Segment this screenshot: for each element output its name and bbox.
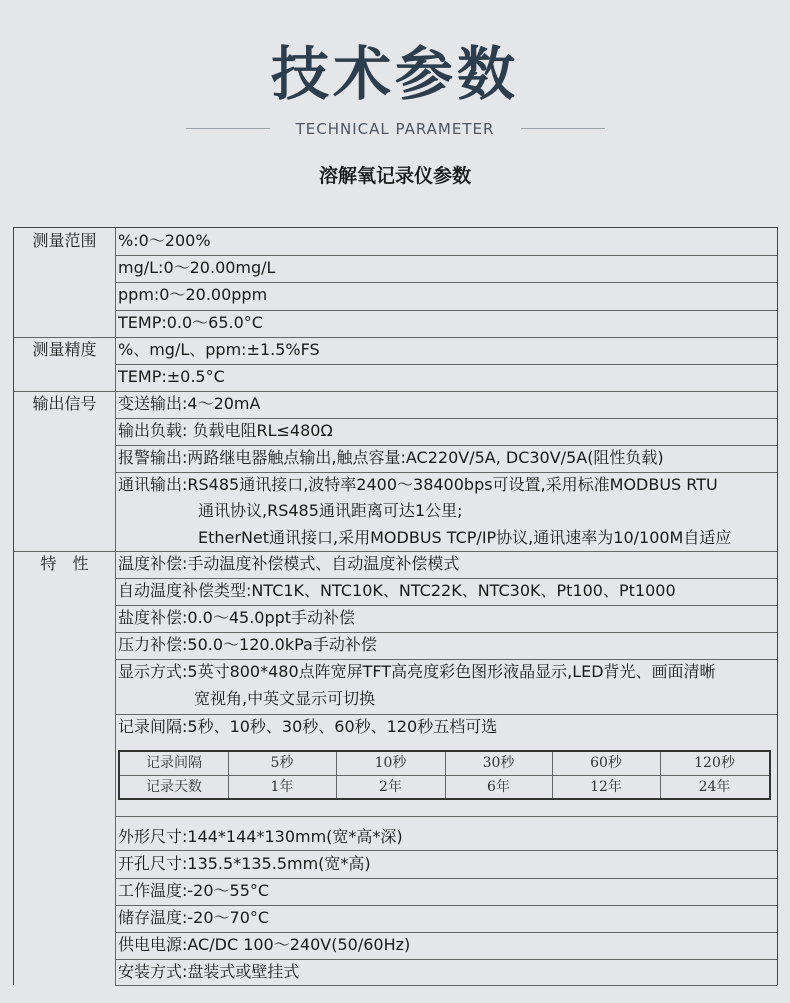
spec-row-continued: EtherNet通讯接口,采用MODBUS TCP/IP协议,通讯速率为10/100M自适应	[198, 528, 732, 547]
spec-table	[13, 227, 778, 985]
record-col-divider	[336, 752, 337, 798]
spec-row: mg/L:0～20.00mg/L	[118, 258, 276, 277]
spec-row: 记录间隔:5秒、10秒、30秒、60秒、120秒五档可选	[118, 717, 498, 736]
spec-row: 安装方式:盘装式或壁挂式	[118, 962, 300, 981]
page-subtitle: TECHNICAL PARAMETER	[295, 120, 495, 138]
category-output: 输出信号	[32, 394, 97, 413]
record-table	[118, 750, 771, 800]
page-title: 技术参数	[270, 40, 519, 108]
record-interval-cell: 120秒	[694, 755, 735, 771]
spec-row: 盐度补偿:0.0～45.0ppt手动补偿	[118, 608, 356, 627]
record-col-divider	[228, 752, 229, 798]
spec-row: 通讯输出:RS485通讯接口,波特率2400～38400bps可设置,采用标准MODBUS RTU	[118, 475, 718, 494]
record-days-cell: 2年	[379, 779, 402, 795]
record-col-divider	[552, 752, 553, 798]
spec-row: 开孔尺寸:135.5*135.5mm(宽*高)	[118, 854, 371, 873]
record-interval-cell: 10秒	[374, 755, 407, 771]
record-interval-cell: 30秒	[482, 755, 515, 771]
spec-row: 输出负载: 负载电阻RL≤480Ω	[118, 421, 333, 440]
row-divider	[115, 816, 777, 817]
spec-row: 自动温度补偿类型:NTC1K、NTC10K、NTC22K、NTC30K、Pt100、Pt1000	[118, 581, 676, 600]
spec-row: TEMP:0.0～65.0°C	[118, 313, 263, 332]
row-divider	[115, 985, 777, 986]
spec-row: 显示方式:5英寸800*480点阵宽屏TFT高亮度彩色图形液晶显示,LED背光、画面清晰	[118, 662, 716, 681]
record-interval-label: 记录间隔	[146, 755, 202, 771]
spec-row: 报警输出:两路继电器触点输出,触点容量:AC220V/5A, DC30V/5A(阻性负载)	[118, 448, 664, 467]
record-days-label: 记录天数	[146, 779, 202, 795]
spec-row: ppm:0～20.00ppm	[118, 285, 268, 304]
spec-row: 工作温度:-20～55°C	[118, 881, 270, 900]
record-days-cell: 12年	[590, 779, 622, 795]
spec-row-continued: 宽视角,中英文显示可切换	[194, 689, 376, 708]
spec-row: 变送输出:4～20mA	[118, 394, 261, 413]
spec-row: 储存温度:-20～70°C	[118, 908, 270, 927]
section-heading: 溶解氧记录仪参数	[318, 165, 471, 187]
record-interval-cell: 60秒	[590, 755, 622, 771]
spec-row: %、mg/L、ppm:±1.5%FS	[118, 340, 320, 359]
category-range: 测量范围	[32, 231, 97, 250]
category-divider	[115, 228, 116, 986]
subtitle-rule-right	[521, 128, 605, 129]
record-col-divider	[445, 752, 446, 798]
record-col-divider	[660, 752, 661, 798]
record-days-cell: 24年	[698, 779, 731, 795]
record-days-cell: 6年	[487, 779, 510, 795]
category-features: 特 性	[40, 554, 89, 573]
record-interval-cell: 5秒	[270, 755, 294, 771]
category-accuracy: 测量精度	[32, 340, 97, 359]
spec-row: 温度补偿:手动温度补偿模式、自动温度补偿模式	[118, 554, 460, 573]
spec-row: 供电电源:AC/DC 100～240V(50/60Hz)	[118, 935, 411, 954]
spec-row: TEMP:±0.5°C	[118, 367, 225, 386]
spec-row: 外形尺寸:144*144*130mm(宽*高*深)	[118, 827, 403, 846]
spec-row: 压力补偿:50.0～120.0kPa手动补偿	[118, 635, 377, 654]
spec-row: %:0～200%	[118, 231, 211, 250]
record-days-cell: 1年	[270, 779, 294, 795]
subtitle-row	[0, 117, 790, 141]
spec-row-continued: 通讯协议,RS485通讯距离可达1公里;	[198, 501, 463, 520]
